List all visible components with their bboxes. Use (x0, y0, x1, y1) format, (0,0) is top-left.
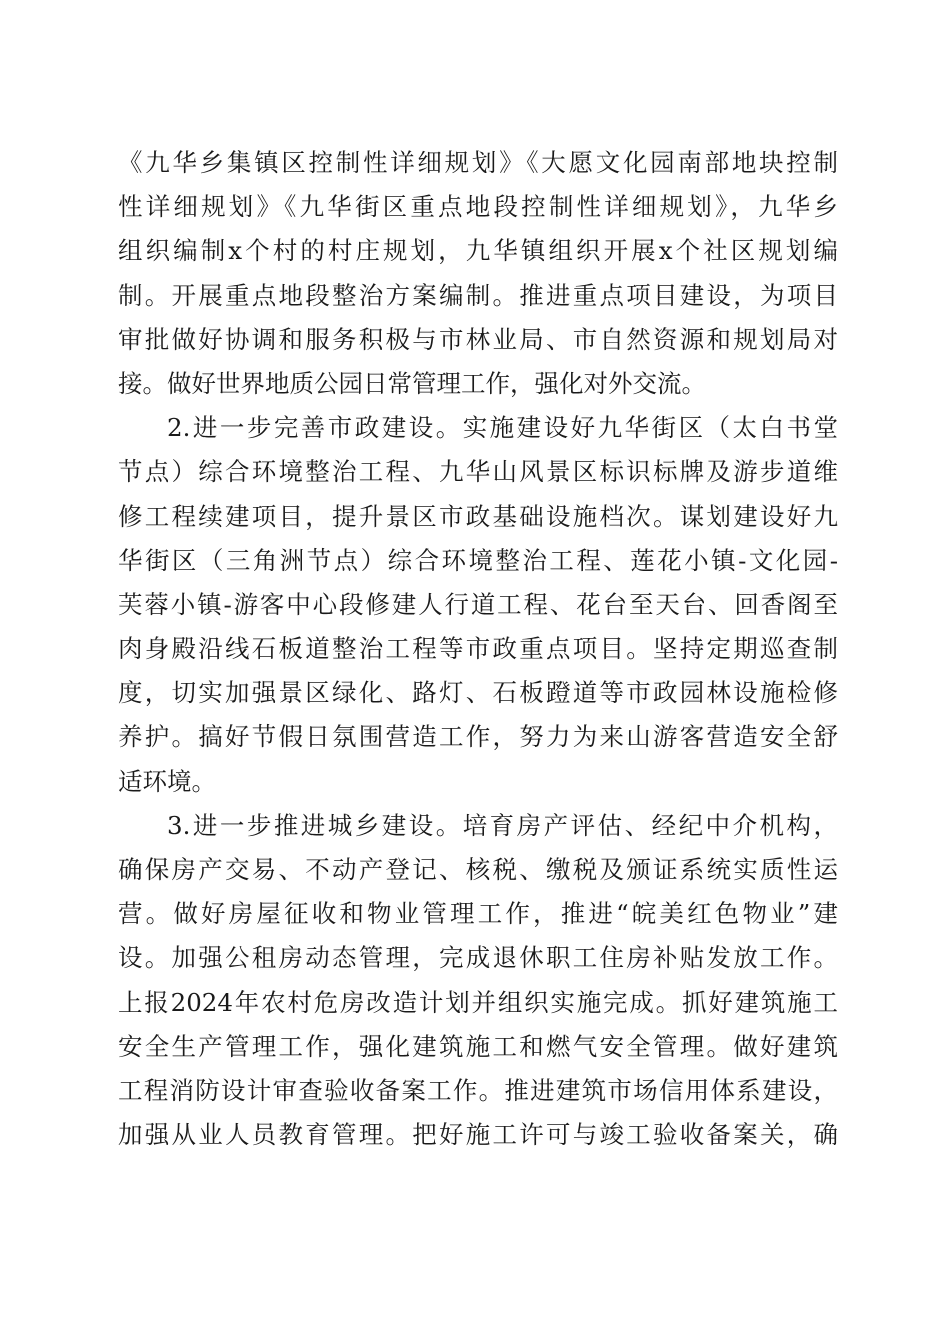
paragraph-start-line: 2.进一步完善市政建设。实施建设好九华街区（太白书堂 (167, 413, 838, 443)
text-line: 华街区（三角洲节点）综合环境整治工程、莲花小镇-文化园- (118, 545, 838, 575)
text-line: 制。开展重点地段整治方案编制。推进重点项目建设，为项目 (118, 280, 838, 310)
text-line: 加强从业人员教育管理。把好施工许可与竣工验收备案关，确 (118, 1120, 838, 1150)
text-line: 适环境。 (118, 766, 216, 796)
text-line: 上报2024年农村危房改造计划并组织实施完成。抓好建筑施工 (118, 987, 838, 1017)
text-line: 节点）综合环境整治工程、九华山风景区标识标牌及游步道维 (118, 457, 838, 487)
text-line: 组织编制x个村的村庄规划，九华镇组织开展x个社区规划编 (118, 236, 838, 266)
body-text (118, 141, 838, 1157)
text-line: 确保房产交易、不动产登记、核税、缴税及颁证系统实质性运 (118, 855, 838, 884)
text-line: 芙蓉小镇-游客中心段修建人行道工程、花台至天台、回香阁至 (118, 589, 838, 619)
paragraph-start-line: 3.进一步推进城乡建设。培育房产评估、经纪中介机构， (167, 810, 838, 840)
text-line: 度，切实加强景区绿化、路灯、石板蹬道等市政园林设施检修 (118, 678, 838, 708)
text-line: 审批做好协调和服务积极与市林业局、市自然资源和规划局对 (118, 324, 838, 354)
text-line: 肉身殿沿线石板道整治工程等市政重点项目。坚持定期巡查制 (118, 634, 838, 664)
text-line: 工程消防设计审查验收备案工作。推进建筑市场信用体系建设， (118, 1075, 838, 1105)
text-line: 养护。搞好节假日氛围营造工作，努力为来山游客营造安全舒 (118, 722, 838, 752)
text-line: 设。加强公租房动态管理，完成退休职工住房补贴发放工作。 (118, 943, 838, 973)
text-line: 安全生产管理工作，强化建筑施工和燃气安全管理。做好建筑 (118, 1031, 838, 1061)
text-line: 营。做好房屋征收和物业管理工作，推进“皖美红色物业”建 (118, 899, 838, 929)
text-line: 接。做好世界地质公园日常管理工作，强化对外交流。 (118, 368, 706, 398)
text-line: 性详细规划》《九华街区重点地段控制性详细规划》，九华乡 (118, 192, 838, 222)
text-line: 《九华乡集镇区控制性详细规划》《大愿文化园南部地块控制 (118, 148, 838, 177)
text-line: 修工程续建项目，提升景区市政基础设施档次。谋划建设好九 (118, 501, 838, 531)
